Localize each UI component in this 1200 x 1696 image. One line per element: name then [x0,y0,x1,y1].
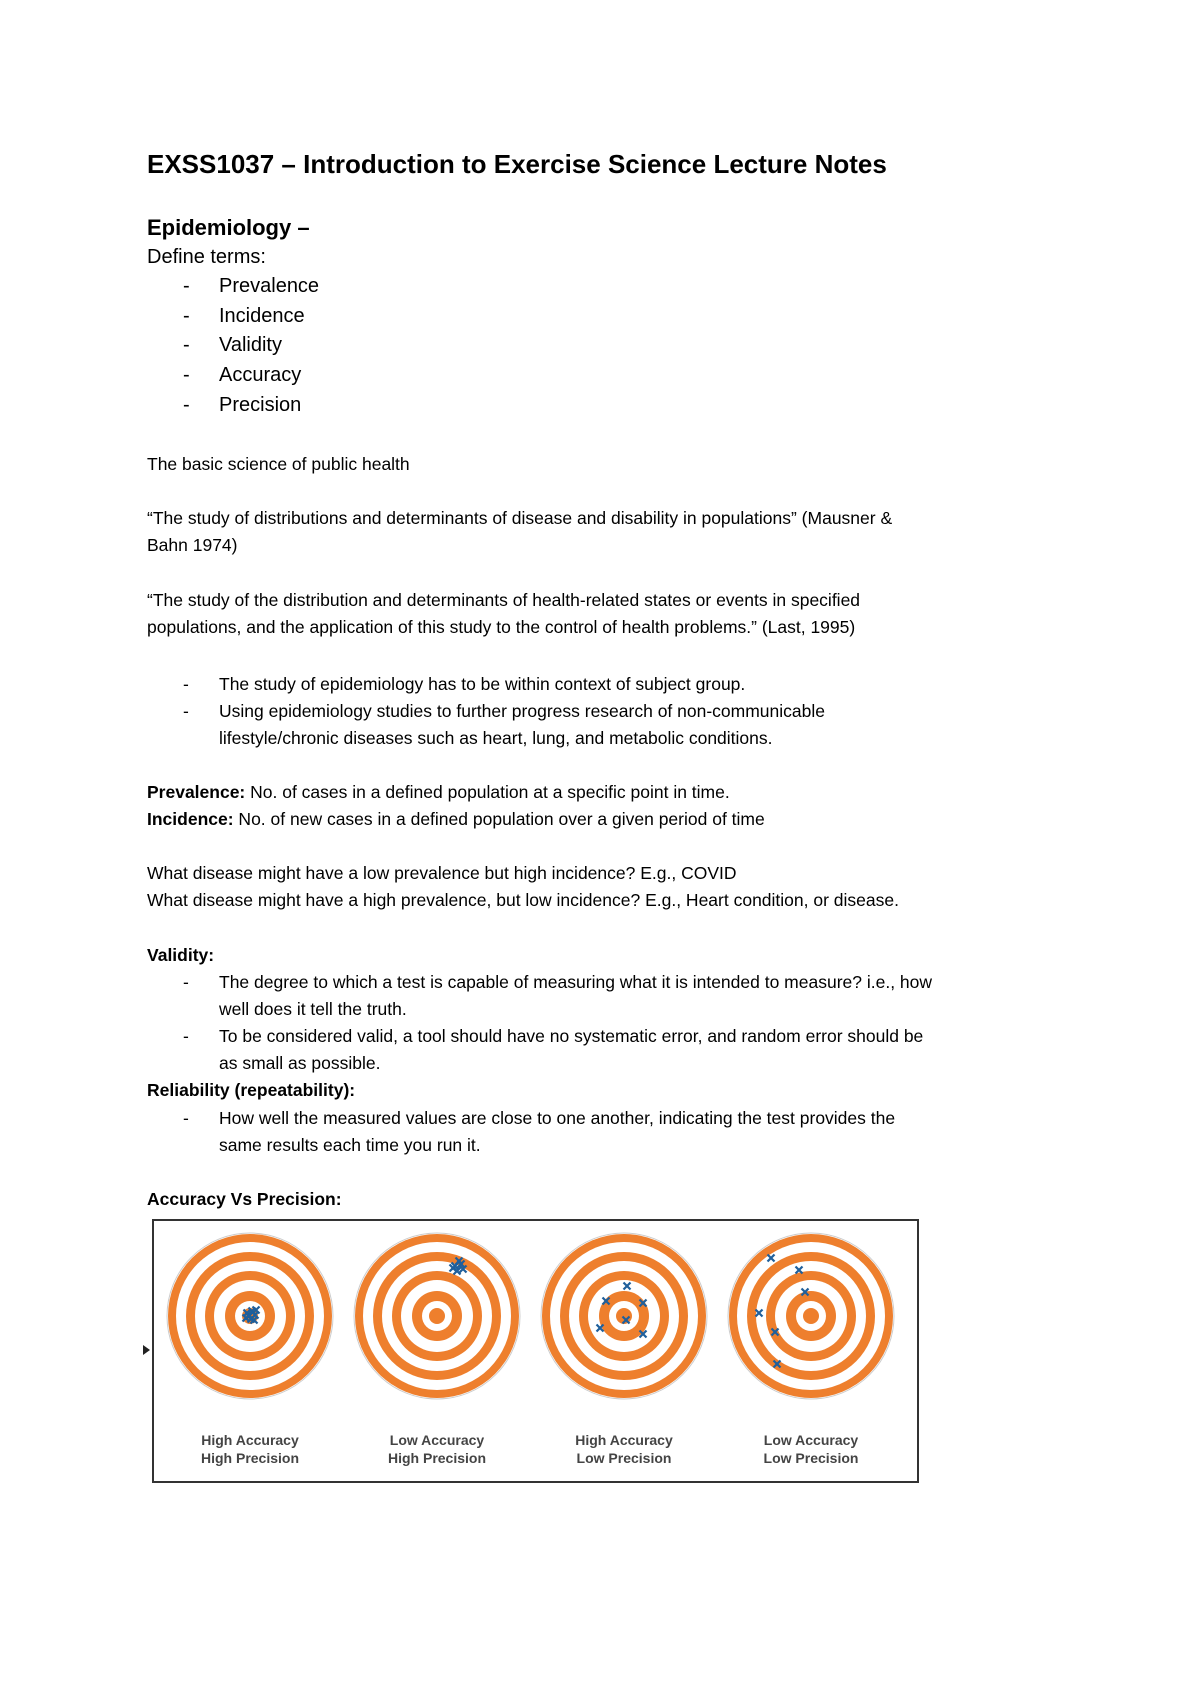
list-dash: - [183,1108,189,1128]
incidence-definition [147,809,765,830]
target-2-caption-line2: High Precision [387,1450,487,1466]
term-precision: Precision [219,394,302,416]
reliability-heading: Reliability (repeatability): [147,1080,356,1100]
incidence-text: No. of new cases in a defined population over a given period of time [233,809,765,829]
basic-science-text: The basic science of public health [147,454,410,474]
target-4-caption-line1: Low Accuracy [763,1432,859,1448]
target-ring [803,1308,819,1324]
target-3-caption [544,1431,704,1467]
target-1-caption-line1: High Accuracy [201,1432,299,1448]
target-ring [429,1308,445,1324]
prevalence-label: Prevalence: [147,782,246,802]
question-low-prevalence: What disease might have a low prevalence but high incidence? E.g., COVID [147,863,737,883]
context-bullet-2-line1: Using epidemiology studies to further progress research of non-communicable [219,701,825,721]
list-dash: - [183,674,189,694]
quote-mausner-line2: Bahn 1974) [147,535,238,555]
target-1 [167,1233,333,1399]
list-dash: - [183,364,190,386]
list-dash: - [183,305,190,327]
term-accuracy: Accuracy [219,364,302,386]
list-dash: - [183,1026,189,1046]
target-2-caption-line1: Low Accuracy [389,1432,485,1448]
validity-heading: Validity: [147,945,215,965]
list-dash: - [183,972,189,992]
context-bullet-1: The study of epidemiology has to be within context of subject group. [219,674,746,694]
term-validity: Validity [219,334,282,356]
quote-last-line2: populations, and the application of this study to the control of health problems.” (Last, 1995) [147,617,856,637]
target-3 [541,1233,707,1399]
term-incidence: Incidence [219,305,305,327]
target-1-caption-line2: High Precision [200,1450,300,1466]
target-3-caption-line1: High Accuracy [575,1432,673,1448]
validity-bullet-1-line2: well does it tell the truth. [219,999,407,1019]
target-3-caption-line2: Low Precision [576,1450,672,1466]
figure-arrow-marker [143,1345,150,1355]
incidence-label: Incidence: [147,809,234,829]
target-4 [728,1233,894,1399]
quote-last-line1: “The study of the distribution and determinants of health-related states or events in specified [147,590,861,610]
target-2-caption [357,1431,517,1467]
list-dash: - [183,275,190,297]
term-prevalence: Prevalence [219,275,320,297]
target-2 [354,1233,520,1399]
target-4-caption [731,1431,891,1467]
list-dash: - [183,334,190,356]
validity-bullet-1-line1: The degree to which a test is capable of measuring what it is intended to measure? i.e., how [219,972,933,992]
prevalence-text: No. of cases in a defined population at a specific point in time. [245,782,730,802]
accuracy-vs-precision-heading: Accuracy Vs Precision: [147,1189,342,1209]
define-terms-label: Define terms: [147,246,266,268]
epidemiology-heading: Epidemiology – [147,215,310,240]
list-dash: - [183,701,189,721]
validity-bullet-2-line1: To be considered valid, a tool should have no systematic error, and random error should be [219,1026,924,1046]
target-1-caption [170,1431,330,1467]
list-dash: - [183,394,190,416]
reliability-bullet-1-line2: same results each time you run it. [219,1135,481,1155]
accuracy-precision-figure [152,1219,919,1483]
target-4-caption-line2: Low Precision [763,1450,859,1466]
page-title: EXSS1037 – Introduction to Exercise Science Lecture Notes [147,149,887,179]
question-high-prevalence: What disease might have a high prevalence, but low incidence? E.g., Heart condition, or disease. [147,890,899,910]
quote-mausner-line1: “The study of distributions and determinants of disease and disability in populations” (Mausner & [147,508,893,528]
reliability-bullet-1-line1: How well the measured values are close to one another, indicating the test provides the [219,1108,896,1128]
validity-bullet-2-line2: as small as possible. [219,1053,381,1073]
prevalence-definition [147,782,730,803]
context-bullet-2-line2: lifestyle/chronic diseases such as heart, lung, and metabolic conditions. [219,728,773,748]
